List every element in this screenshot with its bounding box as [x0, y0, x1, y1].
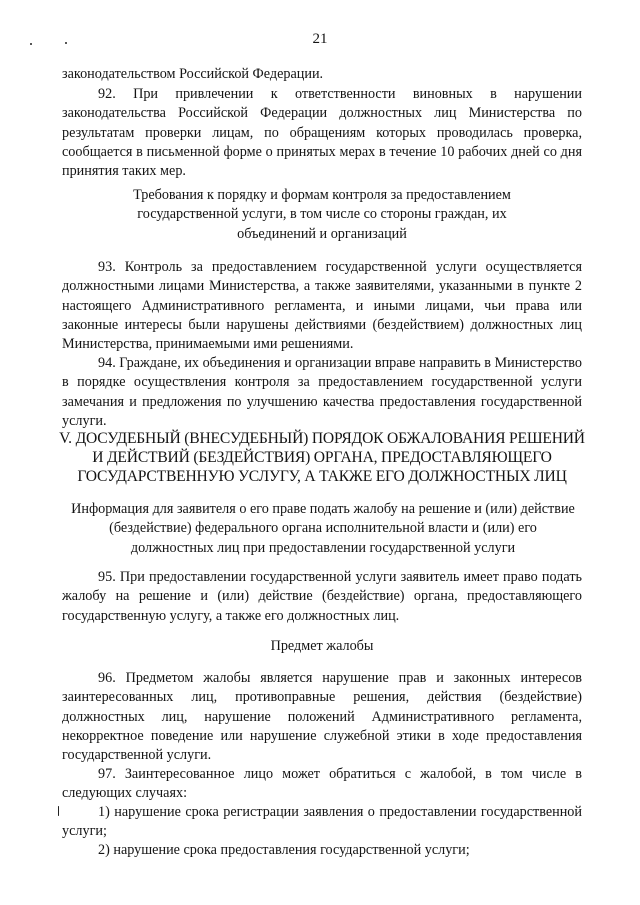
paragraph-continuation: законодательством Российской Федерации.: [62, 66, 324, 82]
section-v-heading: V. ДОСУДЕБНЫЙ (ВНЕСУДЕБНЫЙ) ПОРЯДОК ОБЖАЛОВАНИЯ РЕШЕНИЙ И ДЕЙСТВИЙ (БЕЗДЕЙСТВИЯ) ОРГАНА, ПРЕДОСТАВЛЯЮЩЕГО ГОСУДАРСТВЕННУЮ УСЛУГУ, А ТАКЖЕ ЕГО ДОЛЖНОСТНЫХ ЛИЦ: [59, 430, 585, 485]
scan-speck: [58, 806, 59, 816]
paragraph-92: 92. При привлечении к ответственности виновных в нарушении законодательства Российской Федерации должностных лиц Министерства по результатам проверки лицам, по обращениям которых проводилась проверка, сообщается в письменной форме о принятых мерах в течение 10 рабочих дней со дня принятия таких мер.: [62, 86, 582, 180]
heading-complaint-subject: Предмет жалобы: [270, 638, 374, 654]
list-item-97-1: 1) нарушение срока регистрации заявления о предоставлении государственной услуги;: [62, 804, 582, 840]
paragraph-94: 94. Граждане, их объединения и организации вправе направить в Министерство в порядке осуществления контроля за предоставлением государственной услуги замечания и предложения по улучшению качества предоставления государственной услуги.: [62, 355, 582, 429]
heading-control-requirements: Требования к порядку и формам контроля за предоставлением государственной услуги, в том числе со стороны граждан, их объединений и организаций: [133, 187, 511, 242]
heading-complaint-info: Информация для заявителя о его праве подать жалобу на решение и (или) действие (бездействие) федерального органа исполнительной власти и (или) его должностных лиц при предоставлении государственной услуги: [71, 501, 575, 556]
paragraph-96: 96. Предметом жалобы является нарушение прав и законных интересов заинтересованных лиц, противоправные решения, действия (бездействие) должностных лиц, нарушение положений Административного регламента, некорректное поведение или нарушение служебной этики в ходе предоставления государственной услуги.: [62, 670, 582, 764]
paragraph-97: 97. Заинтересованное лицо может обратиться с жалобой, в том числе в следующих случаях:: [62, 766, 582, 802]
page-number: 21: [312, 31, 328, 47]
paragraph-95: 95. При предоставлении государственной услуги заявитель имеет право подать жалобу на решение и (или) действие (бездействие) органа, предоставляющего государственную услугу, а также его должностных лиц.: [62, 569, 582, 624]
paragraph-93: 93. Контроль за предоставлением государственной услуги осуществляется должностными лицами Министерства, а также заявителями, указанными в пункте 2 настоящего Административного регламента, и иными лицами, чьи права или законные интересы были нарушены действиями (бездействием) должностных лиц Министерства, принимаемыми ими решениями.: [62, 259, 582, 353]
list-item-97-2: 2) нарушение срока предоставления государственной услуги;: [98, 842, 470, 858]
